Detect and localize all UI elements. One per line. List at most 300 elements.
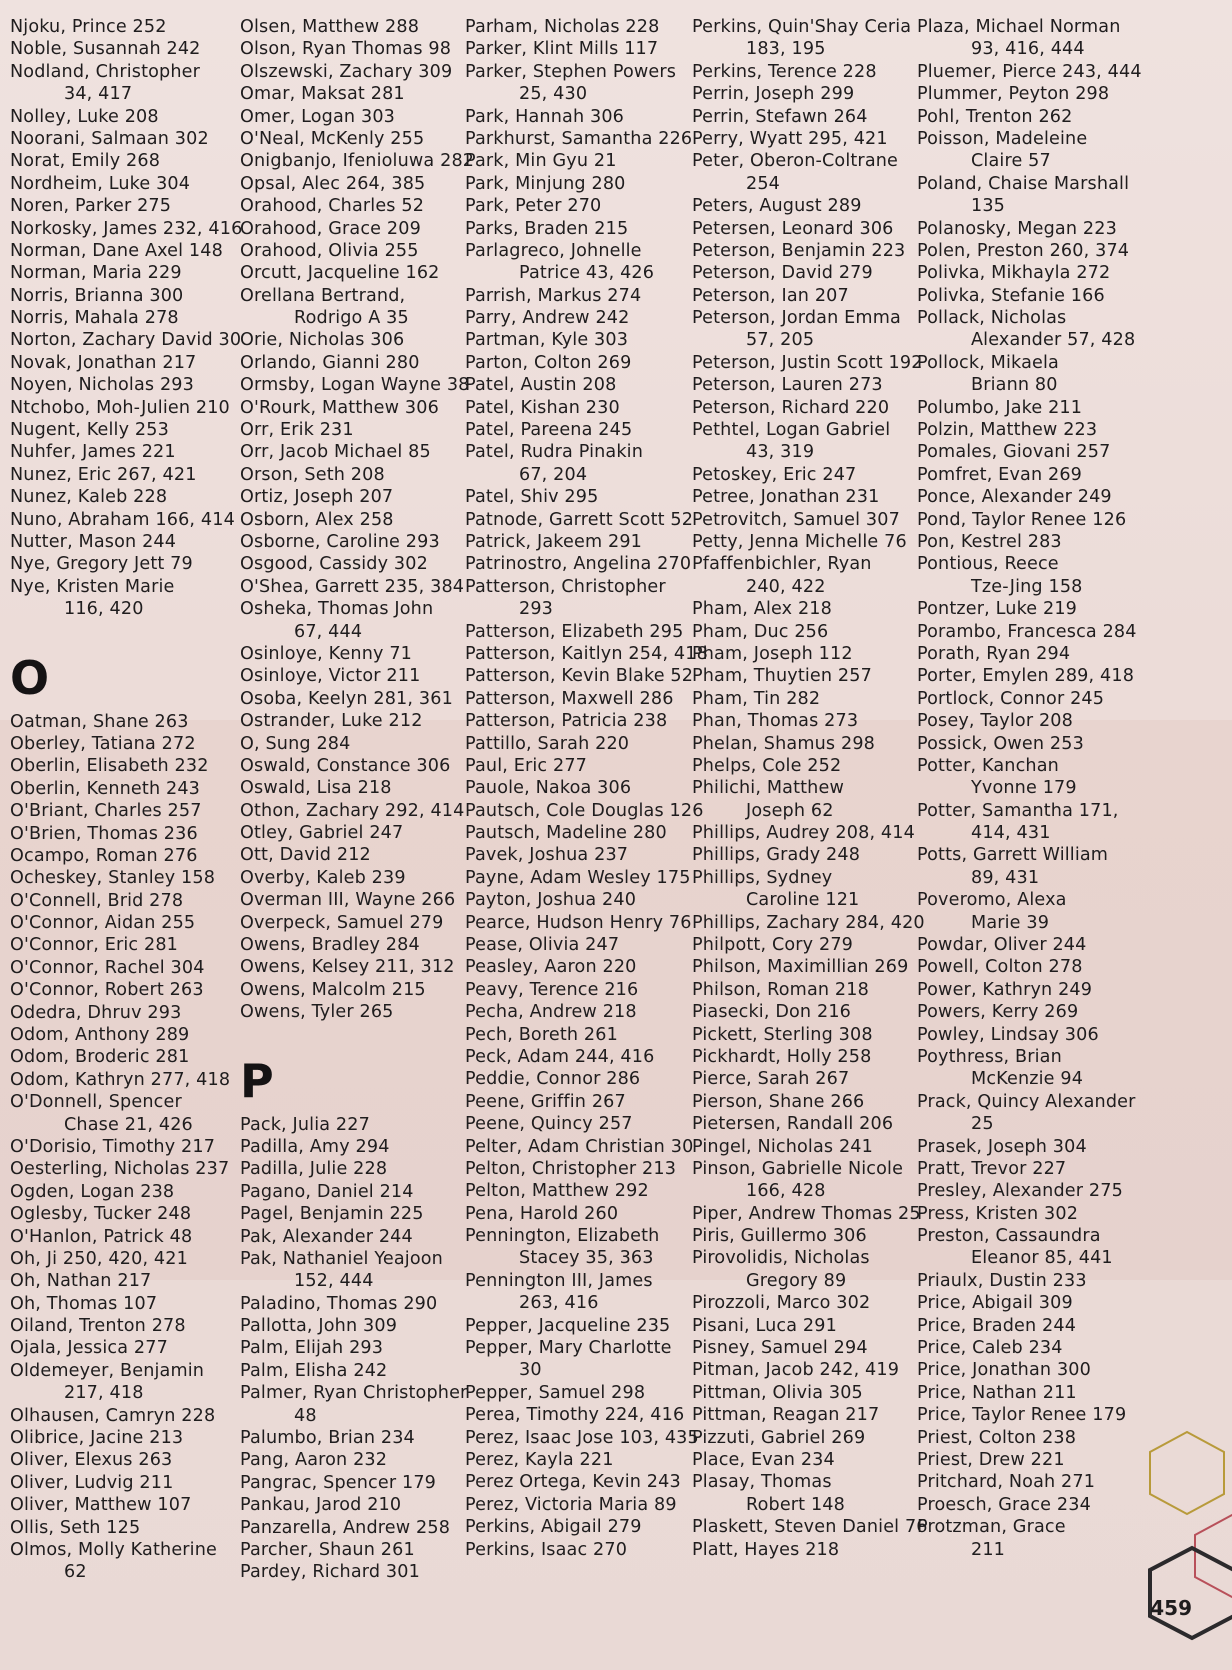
index-entry: Parker, Stephen Powers — [465, 61, 677, 82]
index-entry: Potter, Samantha 171, — [917, 800, 1119, 821]
index-entry: Philpott, Cory 279 — [692, 935, 854, 956]
index-entry: Phillips, Audrey 208, 414 — [692, 823, 915, 844]
index-entry: Patel, Pareena 245 — [465, 420, 633, 441]
index-entry: Pankau, Jarod 210 — [240, 1495, 402, 1516]
index-entry: Orie, Nicholas 306 — [240, 330, 405, 351]
index-entry: Piris, Guillermo 306 — [692, 1226, 867, 1247]
index-entry: Patterson, Kevin Blake 52 — [465, 666, 694, 687]
index-entry: Phillips, Zachary 284, 420 — [692, 912, 925, 933]
index-entry: Perez, Isaac Jose 103, 435 — [465, 1427, 699, 1448]
index-entry: Ogden, Logan 238 — [10, 1181, 175, 1202]
hex-gold — [1150, 1432, 1224, 1514]
index-entry: Osoba, Keelyn 281, 361 — [240, 688, 453, 709]
index-entry: Patel, Shiv 295 — [465, 487, 599, 508]
index-entry-continuation: 43, 319 — [746, 442, 815, 463]
index-entry: Pham, Tin 282 — [692, 688, 821, 709]
section-letter-block — [0, 621, 236, 711]
index-entry-continuation: Eleanor 85, 441 — [971, 1248, 1113, 1269]
index-entry: Orr, Erik 231 — [240, 420, 354, 441]
index-entry: Prasek, Joseph 304 — [917, 1136, 1087, 1157]
section-letter: O — [10, 650, 50, 705]
index-entry: Powers, Kerry 269 — [917, 1002, 1079, 1023]
index-entry: Opsal, Alec 264, 385 — [240, 173, 426, 194]
index-entry: Norman, Dane Axel 148 — [10, 240, 223, 261]
index-entry: Nye, Kristen Marie — [10, 576, 175, 597]
index-entry: Nutter, Mason 244 — [10, 531, 177, 552]
index-entry-continuation: 414, 431 — [971, 823, 1051, 844]
index-entry: Perez, Victoria Maria 89 — [465, 1494, 677, 1515]
index-entry: Oliver, Matthew 107 — [10, 1495, 192, 1516]
index-entry: Pattillo, Sarah 220 — [465, 733, 630, 754]
index-entry: Osinloye, Kenny 71 — [240, 643, 413, 664]
index-entry: Owens, Kelsey 211, 312 — [240, 957, 455, 978]
index-entry: Osinloye, Victor 211 — [240, 666, 421, 687]
index-entry: Patterson, Elizabeth 295 — [465, 621, 684, 642]
index-entry: O'Connor, Aidan 255 — [10, 913, 196, 934]
index-entry: Padilla, Julie 228 — [240, 1159, 388, 1180]
index-entry: Omer, Logan 303 — [240, 106, 396, 127]
index-entry: Perrin, Joseph 299 — [692, 84, 855, 105]
index-entry: Poland, Chaise Marshall — [917, 173, 1130, 194]
index-entry: Oesterling, Nicholas 237 — [10, 1159, 230, 1180]
index-entry: Oh, Ji 250, 420, 421 — [10, 1248, 188, 1269]
index-entry: Ocampo, Roman 276 — [10, 845, 198, 866]
index-entry: Peterson, Justin Scott 192 — [692, 352, 923, 373]
index-entry: Piasecki, Don 216 — [692, 1002, 852, 1023]
index-entry: Oliver, Ludvig 211 — [10, 1472, 174, 1493]
index-entry: Orson, Seth 208 — [240, 464, 385, 485]
index-entry: Pierce, Sarah 267 — [692, 1069, 850, 1090]
index-entry: Oatman, Shane 263 — [10, 711, 189, 732]
index-entry: Ntchobo, Moh-Julien 210 — [10, 397, 230, 418]
index-entry: Peck, Adam 244, 416 — [465, 1046, 655, 1067]
index-entry-continuation: 263, 416 — [519, 1293, 599, 1314]
index-entry: Olhausen, Camryn 228 — [10, 1405, 216, 1426]
index-entry: Panzarella, Andrew 258 — [240, 1517, 451, 1538]
index-entry: Patnode, Garrett Scott 52 — [465, 509, 694, 530]
index-entry: Noyen, Nicholas 293 — [10, 375, 194, 396]
index-entry: Peene, Griffin 267 — [465, 1091, 626, 1112]
index-entry: Priest, Drew 221 — [917, 1450, 1065, 1470]
index-entry: O'Rourk, Matthew 306 — [240, 397, 439, 418]
index-entry: Patel, Austin 208 — [465, 375, 617, 396]
hexagon-decoration — [1112, 1410, 1232, 1670]
index-entry: Piper, Andrew Thomas 25 — [692, 1203, 921, 1224]
index-entry: Pak, Alexander 244 — [240, 1226, 413, 1247]
index-entry: Nolley, Luke 208 — [10, 106, 159, 127]
index-entry: Partman, Kyle 303 — [465, 330, 629, 351]
index-entry-continuation: 293 — [519, 599, 554, 620]
index-entry: O'Shea, Garrett 235, 384 — [240, 576, 465, 597]
index-entry: Place, Evan 234 — [692, 1450, 835, 1470]
index-entry-continuation: Alexander 57, 428 — [971, 330, 1136, 351]
index-entry: Petersen, Leonard 306 — [692, 218, 894, 239]
index-entry: Pallotta, John 309 — [240, 1316, 398, 1337]
index-entry: Palm, Elisha 242 — [240, 1360, 388, 1381]
index-entry: Polen, Preston 260, 374 — [917, 240, 1130, 261]
index-entry: Olson, Ryan Thomas 98 — [240, 39, 452, 60]
index-entry: Nuno, Abraham 166, 414 — [10, 509, 235, 530]
index-entry: Pisani, Luca 291 — [692, 1315, 837, 1336]
index-entry: Nuhfer, James 221 — [10, 442, 176, 463]
index-entry: O'Connor, Robert 263 — [10, 980, 204, 1001]
index-entry-continuation: Caroline 121 — [746, 890, 860, 911]
index-entry: Ocheskey, Stanley 158 — [10, 868, 216, 889]
index-entry-continuation: 34, 417 — [64, 84, 133, 105]
index-entry-continuation: 30 — [519, 1360, 542, 1381]
index-entry: Pierson, Shane 266 — [692, 1091, 865, 1112]
index-entry: Norat, Emily 268 — [10, 151, 161, 172]
index-entry: Phillips, Grady 248 — [692, 845, 861, 866]
index-entry: Polivka, Mikhayla 272 — [917, 263, 1111, 284]
index-entry: Pennington III, James — [465, 1270, 653, 1291]
index-entry: Norris, Mahala 278 — [10, 308, 179, 329]
index-entry: Powdar, Oliver 244 — [917, 935, 1087, 956]
index-entry-continuation: 57, 205 — [746, 330, 815, 351]
index-entry: Othon, Zachary 292, 414 — [240, 800, 465, 821]
index-entry-continuation: Gregory 89 — [746, 1270, 847, 1291]
index-entry: Patterson, Patricia 238 — [465, 711, 668, 732]
index-entry: Oberlin, Elisabeth 232 — [10, 756, 209, 777]
index-entry: Perkins, Terence 228 — [692, 61, 877, 82]
index-entry: Pizzuti, Gabriel 269 — [692, 1427, 866, 1448]
index-entry: Parlagreco, Johnelle — [465, 240, 642, 261]
index-entry: Olmos, Molly Katherine — [10, 1540, 217, 1560]
index-entry: Ostrander, Luke 212 — [240, 711, 423, 732]
index-entry: Ormsby, Logan Wayne 38 — [240, 375, 470, 396]
index-entry: Peddie, Connor 286 — [465, 1069, 641, 1090]
index-entry: Pardey, Richard 301 — [240, 1562, 420, 1583]
index-entry: Philson, Roman 218 — [692, 979, 869, 1000]
index-entry: O'Briant, Charles 257 — [10, 801, 202, 822]
index-entry: Peterson, Ian 207 — [692, 285, 849, 306]
index-entry: Perea, Timothy 224, 416 — [465, 1405, 685, 1426]
index-entry: Pang, Aaron 232 — [240, 1450, 388, 1471]
index-entry: Power, Kathryn 249 — [917, 979, 1093, 1000]
index-entry: Peterson, David 279 — [692, 263, 873, 284]
index-entry-continuation: 67, 204 — [519, 464, 588, 485]
index-entry: Padilla, Amy 294 — [240, 1136, 390, 1157]
index-entry: Odom, Broderic 281 — [10, 1047, 190, 1068]
index-entry: Pelter, Adam Christian 30 — [465, 1136, 694, 1157]
index-entry: Peterson, Richard 220 — [692, 397, 890, 418]
index-entry: Pietersen, Randall 206 — [692, 1114, 894, 1135]
index-entry: Orahood, Grace 209 — [240, 218, 421, 239]
index-entry: Pepper, Jacqueline 235 — [465, 1315, 671, 1336]
index-entry: Pham, Joseph 112 — [692, 643, 853, 664]
index-entry: O'Connell, Brid 278 — [10, 890, 184, 911]
index-entry: Odom, Anthony 289 — [10, 1025, 190, 1046]
index-entry: Plasay, Thomas — [692, 1472, 832, 1493]
section-letter-block — [230, 1024, 466, 1114]
index-entry: Polanosky, Megan 223 — [917, 218, 1117, 239]
index-entry: Paladino, Thomas 290 — [240, 1293, 438, 1314]
index-entry: Orahood, Charles 52 — [240, 196, 425, 217]
index-entry: Oberlin, Kenneth 243 — [10, 778, 201, 799]
index-entry: Price, Jonathan 300 — [917, 1360, 1091, 1381]
index-columns — [0, 16, 1232, 1596]
index-entry: Phelps, Cole 252 — [692, 755, 842, 776]
index-entry-continuation: McKenzie 94 — [971, 1069, 1084, 1090]
page-number: 459 — [1150, 1596, 1192, 1620]
index-entry: Proesch, Grace 234 — [917, 1494, 1091, 1515]
index-entry: Oiland, Trenton 278 — [10, 1316, 186, 1337]
index-entry: Portlock, Connor 245 — [917, 688, 1105, 709]
index-entry: Omar, Maksat 281 — [240, 84, 405, 105]
index-entry-continuation: 211 — [971, 1539, 1006, 1560]
index-entry: Oberley, Tatiana 272 — [10, 733, 196, 754]
index-entry-continuation: 254 — [746, 173, 781, 194]
index-entry: O'Brien, Thomas 236 — [10, 823, 198, 844]
index-entry: Patterson, Maxwell 286 — [465, 688, 674, 709]
index-entry: Pearce, Hudson Henry 76 — [465, 912, 692, 933]
index-entry: Olsen, Matthew 288 — [240, 17, 420, 37]
index-entry: Pittman, Reagan 217 — [692, 1405, 880, 1426]
index-entry-continuation: 166, 428 — [746, 1181, 826, 1202]
index-entry: Pease, Olivia 247 — [465, 935, 620, 956]
index-entry: Pepper, Samuel 298 — [465, 1382, 646, 1403]
index-entry: Pham, Alex 218 — [692, 599, 832, 620]
index-entry: Ojala, Jessica 277 — [10, 1338, 168, 1359]
index-entry-continuation: 152, 444 — [294, 1271, 374, 1292]
index-entry: Porambo, Francesca 284 — [917, 621, 1137, 642]
index-entry: Price, Nathan 211 — [917, 1382, 1077, 1403]
index-entry: Pontzer, Luke 219 — [917, 599, 1078, 620]
index-entry: Peasley, Aaron 220 — [465, 957, 637, 978]
index-entry: Otley, Gabriel 247 — [240, 823, 404, 844]
index-entry: Payton, Joshua 240 — [465, 890, 637, 911]
index-entry: Potter, Kanchan — [917, 755, 1059, 776]
index-entry: O'Donnell, Spencer — [10, 1092, 182, 1113]
index-entry: Pagano, Daniel 214 — [240, 1181, 414, 1202]
index-entry: Overpeck, Samuel 279 — [240, 912, 444, 933]
index-entry-continuation: 89, 431 — [971, 867, 1040, 888]
index-entry: Peterson, Benjamin 223 — [692, 240, 906, 261]
index-entry: O'Connor, Eric 281 — [10, 935, 179, 956]
index-entry: Osborne, Caroline 293 — [240, 531, 440, 552]
index-entry: Novak, Jonathan 217 — [10, 352, 197, 373]
index-entry: Priaulx, Dustin 233 — [917, 1270, 1087, 1291]
index-entry: Odom, Kathryn 277, 418 — [10, 1069, 231, 1090]
index-entry: Prack, Quincy Alexander — [917, 1091, 1136, 1112]
index-entry: Norris, Brianna 300 — [10, 285, 184, 306]
index-entry: Petoskey, Eric 247 — [692, 464, 857, 485]
index-entry: Powell, Colton 278 — [917, 957, 1083, 978]
index-entry: Overby, Kaleb 239 — [240, 867, 406, 888]
index-entry: Oh, Nathan 217 — [10, 1271, 152, 1292]
index-entry: Pautsch, Madeline 280 — [465, 823, 667, 844]
index-entry: Phan, Thomas 273 — [692, 711, 859, 732]
index-entry: Patrinostro, Angelina 270 — [465, 554, 692, 575]
index-entry: O'Neal, McKenly 255 — [240, 128, 425, 149]
index-entry: Nordheim, Luke 304 — [10, 173, 191, 194]
index-entry: Owens, Malcolm 215 — [240, 979, 426, 1000]
index-entry-continuation: 116, 420 — [64, 599, 144, 620]
index-entry: Porter, Emylen 289, 418 — [917, 666, 1135, 687]
index-entry: Protzman, Grace — [917, 1517, 1066, 1538]
index-entry: Patterson, Kaitlyn 254, 418 — [465, 643, 708, 664]
index-entry: Pingel, Nicholas 241 — [692, 1136, 873, 1157]
index-entry: Parrish, Markus 274 — [465, 285, 642, 306]
index-entry: Patel, Rudra Pinakin — [465, 442, 644, 463]
index-column — [455, 16, 708, 1561]
index-entry: Pagel, Benjamin 225 — [240, 1204, 424, 1225]
index-entry: Perkins, Abigail 279 — [465, 1517, 642, 1538]
index-entry: Pelton, Matthew 292 — [465, 1181, 649, 1202]
index-entry: Pirovolidis, Nicholas — [692, 1248, 870, 1269]
index-entry: Oldemeyer, Benjamin — [10, 1360, 205, 1381]
index-entry: Noorani, Salmaan 302 — [10, 128, 209, 149]
index-entry: O'Connor, Rachel 304 — [10, 957, 205, 978]
index-entry: Pomfret, Evan 269 — [917, 464, 1083, 485]
index-entry: Pond, Taylor Renee 126 — [917, 509, 1127, 530]
index-column — [907, 16, 1143, 1561]
index-entry: Parry, Andrew 242 — [465, 308, 630, 329]
index-entry: Peene, Quincy 257 — [465, 1114, 633, 1135]
index-entry: Park, Hannah 306 — [465, 106, 625, 127]
index-entry: Orlando, Gianni 280 — [240, 352, 420, 373]
index-entry: Presley, Alexander 275 — [917, 1181, 1123, 1202]
index-entry: Norman, Maria 229 — [10, 263, 182, 284]
index-entry: Ott, David 212 — [240, 845, 371, 866]
index-entry: Pinson, Gabrielle Nicole — [692, 1158, 904, 1179]
index-entry-continuation: Chase 21, 426 — [64, 1114, 193, 1135]
index-entry-continuation: Robert 148 — [746, 1494, 845, 1515]
index-entry-continuation: Tze-Jing 158 — [971, 576, 1083, 597]
index-entry-continuation: 25, 430 — [519, 84, 588, 105]
index-entry-continuation: 25 — [971, 1114, 994, 1135]
index-entry: Nye, Gregory Jett 79 — [10, 554, 193, 575]
index-entry: Park, Minjung 280 — [465, 173, 626, 194]
index-entry: Olszewski, Zachary 309 — [240, 61, 453, 82]
index-entry: Osheka, Thomas John — [240, 599, 434, 620]
index-entry: Petty, Jenna Michelle 76 — [692, 531, 907, 552]
index-entry: Pack, Julia 227 — [240, 1114, 370, 1135]
index-column — [682, 16, 928, 1561]
index-entry: Price, Taylor Renee 179 — [917, 1405, 1127, 1426]
index-entry: Nunez, Kaleb 228 — [10, 487, 168, 508]
index-entry: Pham, Duc 256 — [692, 621, 829, 642]
index-entry: Odedra, Dhruv 293 — [10, 1002, 182, 1023]
index-entry: Plaza, Michael Norman — [917, 17, 1121, 37]
index-entry: Olibrice, Jacine 213 — [10, 1428, 184, 1449]
index-entry: Pangrac, Spencer 179 — [240, 1472, 437, 1493]
index-entry: Pham, Thuytien 257 — [692, 666, 872, 687]
index-entry: Polivka, Stefanie 166 — [917, 285, 1105, 306]
index-entry: Palmer, Ryan Christopher — [240, 1383, 468, 1404]
index-entry: Patel, Kishan 230 — [465, 397, 620, 418]
index-entry: Pirozzoli, Marco 302 — [692, 1293, 871, 1314]
index-entry: Ortiz, Joseph 207 — [240, 487, 394, 508]
index-entry: Pritchard, Noah 271 — [917, 1472, 1096, 1493]
index-entry: Nunez, Eric 267, 421 — [10, 464, 197, 485]
index-entry: Parcher, Shaun 261 — [240, 1540, 415, 1560]
index-entry: Poveromo, Alexa — [917, 890, 1067, 911]
index-entry: Norkosky, James 232, 416 — [10, 218, 243, 239]
hex-dark — [1150, 1548, 1232, 1638]
index-entry: Petree, Jonathan 231 — [692, 487, 880, 508]
index-column — [0, 16, 243, 1584]
index-entry: Payne, Adam Wesley 175 — [465, 867, 691, 888]
index-entry: Orellana Bertrand, — [240, 285, 406, 306]
index-entry: Nugent, Kelly 253 — [10, 420, 169, 441]
index-entry: Oswald, Lisa 218 — [240, 778, 392, 799]
index-entry: Phillips, Sydney — [692, 867, 833, 888]
index-entry: Peters, August 289 — [692, 196, 862, 217]
index-entry: Park, Min Gyu 21 — [465, 151, 617, 172]
index-entry: Orr, Jacob Michael 85 — [240, 442, 431, 463]
index-entry: Pitman, Jacob 242, 419 — [692, 1360, 900, 1381]
index-entry: Orahood, Olivia 255 — [240, 240, 419, 261]
index-entry: Pautsch, Cole Douglas 126 — [465, 800, 704, 821]
index-entry: Pecha, Andrew 218 — [465, 1002, 637, 1023]
section-letter: P — [240, 1053, 274, 1108]
index-entry: Nodland, Christopher — [10, 61, 201, 82]
index-entry: Osborn, Alex 258 — [240, 509, 394, 530]
index-entry-continuation: 240, 422 — [746, 576, 826, 597]
index-entry: Philson, Maximillian 269 — [692, 957, 909, 978]
index-entry-continuation: 62 — [64, 1562, 87, 1583]
index-entry: Overman III, Wayne 266 — [240, 890, 456, 911]
index-entry: Preston, Cassaundra — [917, 1226, 1101, 1247]
index-entry-continuation: Briann 80 — [971, 375, 1058, 396]
index-entry: Noble, Susannah 242 — [10, 39, 201, 60]
index-entry: O'Hanlon, Patrick 48 — [10, 1226, 193, 1247]
index-column — [230, 16, 475, 1584]
index-entry: Ollis, Seth 125 — [10, 1517, 141, 1538]
index-entry: Patterson, Christopher — [465, 576, 666, 597]
index-entry-continuation: 217, 418 — [64, 1383, 144, 1404]
index-entry-continuation: 67, 444 — [294, 621, 363, 642]
index-entry: Posey, Taylor 208 — [917, 711, 1073, 732]
index-entry: Parham, Nicholas 228 — [465, 17, 660, 37]
index-entry: Pena, Harold 260 — [465, 1203, 619, 1224]
index-entry: Palm, Elijah 293 — [240, 1338, 384, 1359]
index-entry: Pepper, Mary Charlotte — [465, 1338, 672, 1359]
index-entry: Pomales, Giovani 257 — [917, 442, 1111, 463]
index-entry: Priest, Colton 238 — [917, 1427, 1077, 1448]
index-entry: Pickett, Sterling 308 — [692, 1024, 873, 1045]
index-entry: Pickhardt, Holly 258 — [692, 1046, 872, 1067]
index-entry: Pohl, Trenton 262 — [917, 106, 1073, 127]
index-entry: Potts, Garrett William — [917, 845, 1109, 866]
index-entry-continuation: 48 — [294, 1405, 317, 1426]
index-entry: Njoku, Prince 252 — [10, 17, 167, 37]
index-entry: Norton, Zachary David 30 — [10, 330, 242, 351]
index-entry: Owens, Bradley 284 — [240, 935, 420, 956]
index-entry: Poythress, Brian — [917, 1046, 1062, 1067]
index-entry: Peter, Oberon-Coltrane — [692, 151, 899, 172]
index-entry: Ponce, Alexander 249 — [917, 487, 1112, 508]
index-entry: Poisson, Madeleine — [917, 128, 1088, 149]
index-entry: Perkins, Quin'Shay Ceria — [692, 17, 912, 37]
index-entry: Powley, Lindsay 306 — [917, 1024, 1099, 1045]
index-entry: Pauole, Nakoa 306 — [465, 778, 632, 799]
index-entry: Price, Braden 244 — [917, 1315, 1077, 1336]
hex-red — [1195, 1515, 1232, 1597]
index-entry: Price, Caleb 234 — [917, 1338, 1063, 1359]
index-entry: Peterson, Jordan Emma — [692, 308, 901, 329]
index-entry: Pech, Boreth 261 — [465, 1024, 618, 1045]
index-entry: Pratt, Trevor 227 — [917, 1158, 1067, 1179]
index-entry-continuation: Yvonne 179 — [971, 778, 1077, 799]
index-entry: Pak, Nathaniel Yeajoon — [240, 1248, 443, 1269]
index-entry: Peavy, Terence 216 — [465, 979, 639, 1000]
index-entry: Price, Abigail 309 — [917, 1293, 1073, 1314]
index-entry: Plummer, Peyton 298 — [917, 84, 1110, 105]
index-entry: Orcutt, Jacqueline 162 — [240, 263, 440, 284]
index-entry: Patrick, Jakeem 291 — [465, 531, 643, 552]
